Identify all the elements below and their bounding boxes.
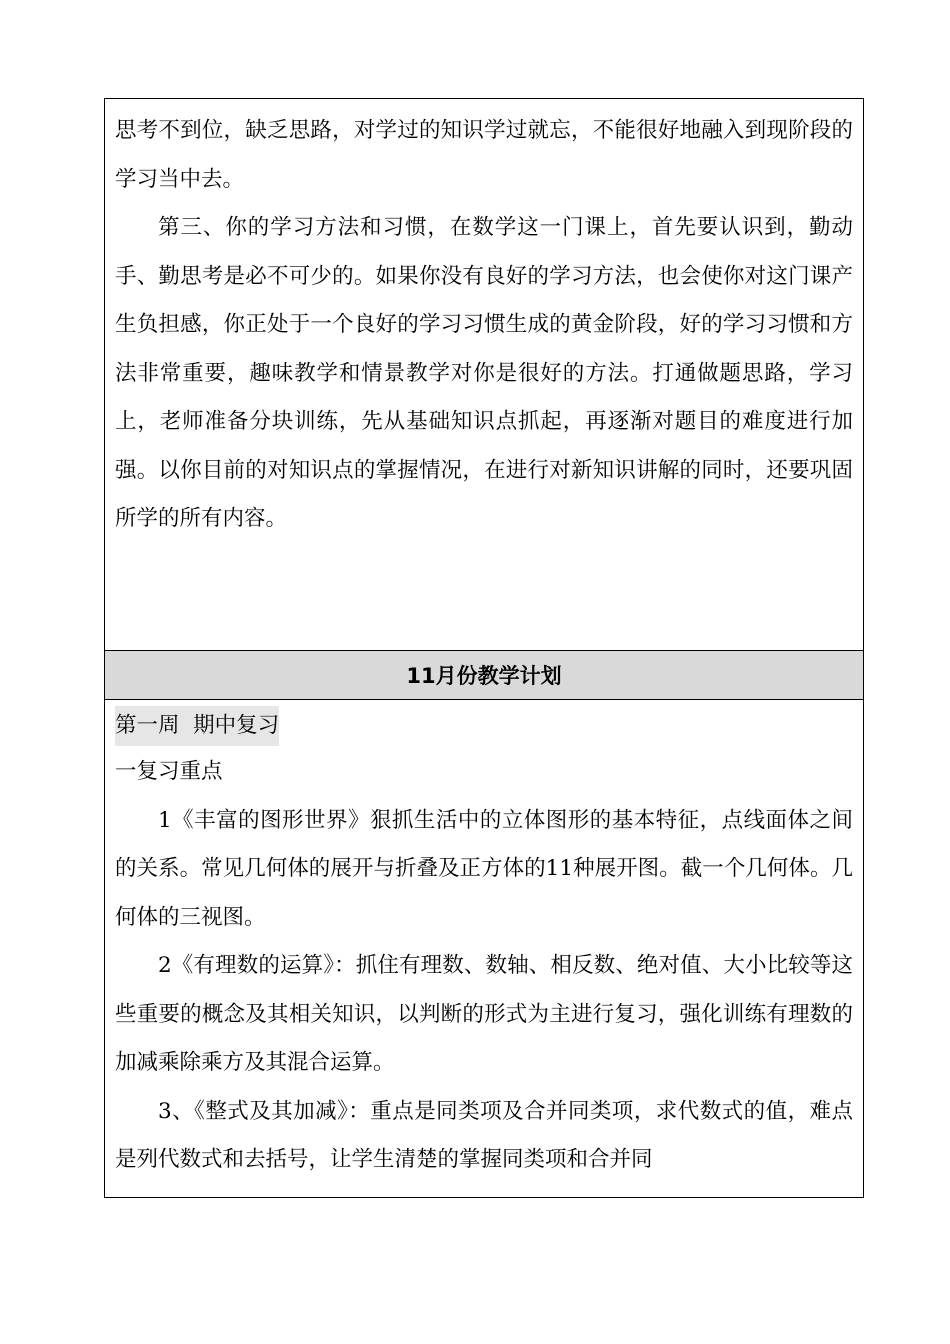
plan-title: 11月份教学计划 [406, 664, 562, 688]
week-title: 第一周 期中复习 [115, 706, 279, 746]
plan-header-row [105, 650, 863, 700]
review-item-2: 2《有理数的运算》：抓住有理数、数轴、相反数、绝对值、大小比较等这些重要的概念及其相关知识，以判断的形式为主进行复习，强化训练有理数的加减乘除乘方及其混合运算。 [115, 953, 853, 1075]
paragraph-study-methods: 第三、你的学习方法和习惯，在数学这一门课上，首先要认识到，勤动手、勤思考是必不可少的。如果你没有良好的学习方法，也会使你对这门课产生负担感，你正处于一个良好的学习习惯生成的黄金阶段，好的学习习惯和方法非常重要，趣味教学和情景教学对你是很好的方法。打通做题思路，学习上，老师准备分块训练，先从基础知识点抓起，再逐渐对题目的难度进行加强。以你目前的对知识点的掌握情况，在进行对新知识讲解的同时，还要巩固所学的所有内容。 [115, 215, 853, 531]
review-item-3: 3、《整式及其加减》：重点是同类项及合并同类项，求代数式的值，难点是列代数式和去括号，让学生清楚的掌握同类项和合并同 [115, 1098, 853, 1172]
previous-content-cell [105, 99, 863, 650]
paragraph-continuation: 思考不到位，缺乏思路，对学过的知识学过就忘，不能很好地融入到现阶段的学习当中去。 [115, 118, 853, 192]
plan-content-cell [105, 700, 863, 1185]
section-title: 一复习重点 [115, 759, 223, 784]
review-item-1: 1《丰富的图形世界》狠抓生活中的立体图形的基本特征，点线面体之间的关系。常见几何体的展开与折叠及正方体的11种展开图。截一个几何体。几何体的三视图。 [115, 807, 853, 930]
document-table [104, 98, 864, 1198]
week-heading [115, 704, 853, 748]
